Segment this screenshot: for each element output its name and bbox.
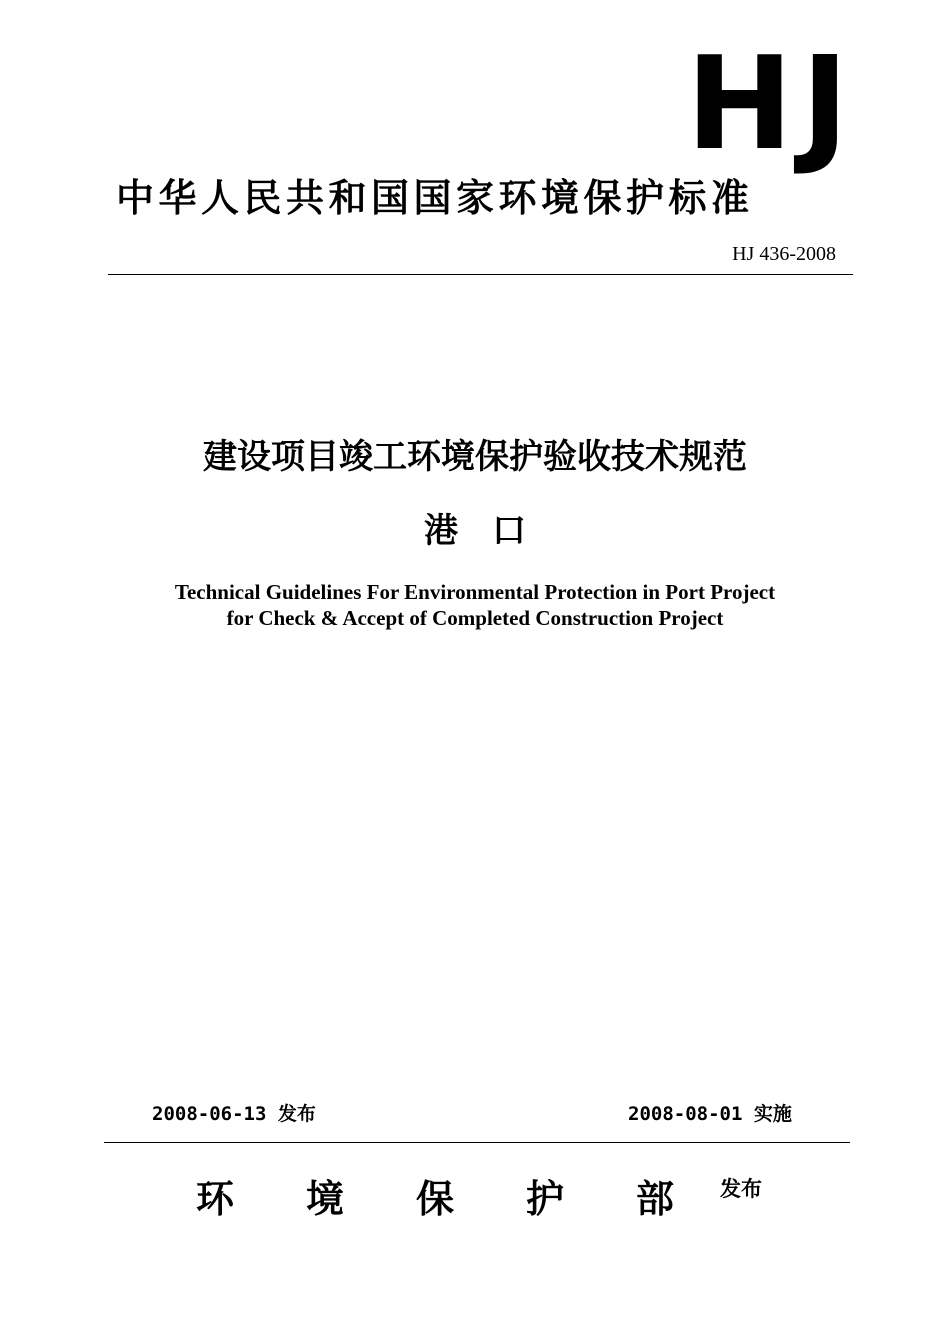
organization-title: 中华人民共和国国家环境保护标准 [116, 176, 754, 220]
top-divider [108, 274, 853, 275]
issuer-char: 境 [306, 1177, 345, 1221]
document-title-chinese: 建设项目竣工环境保护验收技术规范 [203, 437, 747, 477]
bottom-divider [104, 1142, 850, 1143]
issue-date: 2008-06-13 发布 [152, 1103, 316, 1125]
issuer-char: 部 [636, 1177, 675, 1221]
issuer-char: 环 [196, 1177, 235, 1221]
hj-logo: HJ [686, 30, 857, 179]
effective-date: 2008-08-01 实施 [628, 1103, 792, 1125]
issuer-char: 护 [526, 1177, 565, 1221]
issuer-char: 保 [416, 1177, 455, 1221]
issuer-suffix: 发布 [720, 1177, 762, 1201]
standard-number: HJ 436-2008 [732, 243, 836, 265]
document-title-english-line-2: for Check & Accept of Completed Construction Project [226, 606, 724, 630]
issuer [196, 1174, 762, 1224]
document-title-english-line-1: Technical Guidelines For Environmental Protection in Port Project [174, 580, 776, 604]
issuer-name [196, 1174, 720, 1224]
document-subtitle-chinese: 港 口 [424, 511, 526, 551]
